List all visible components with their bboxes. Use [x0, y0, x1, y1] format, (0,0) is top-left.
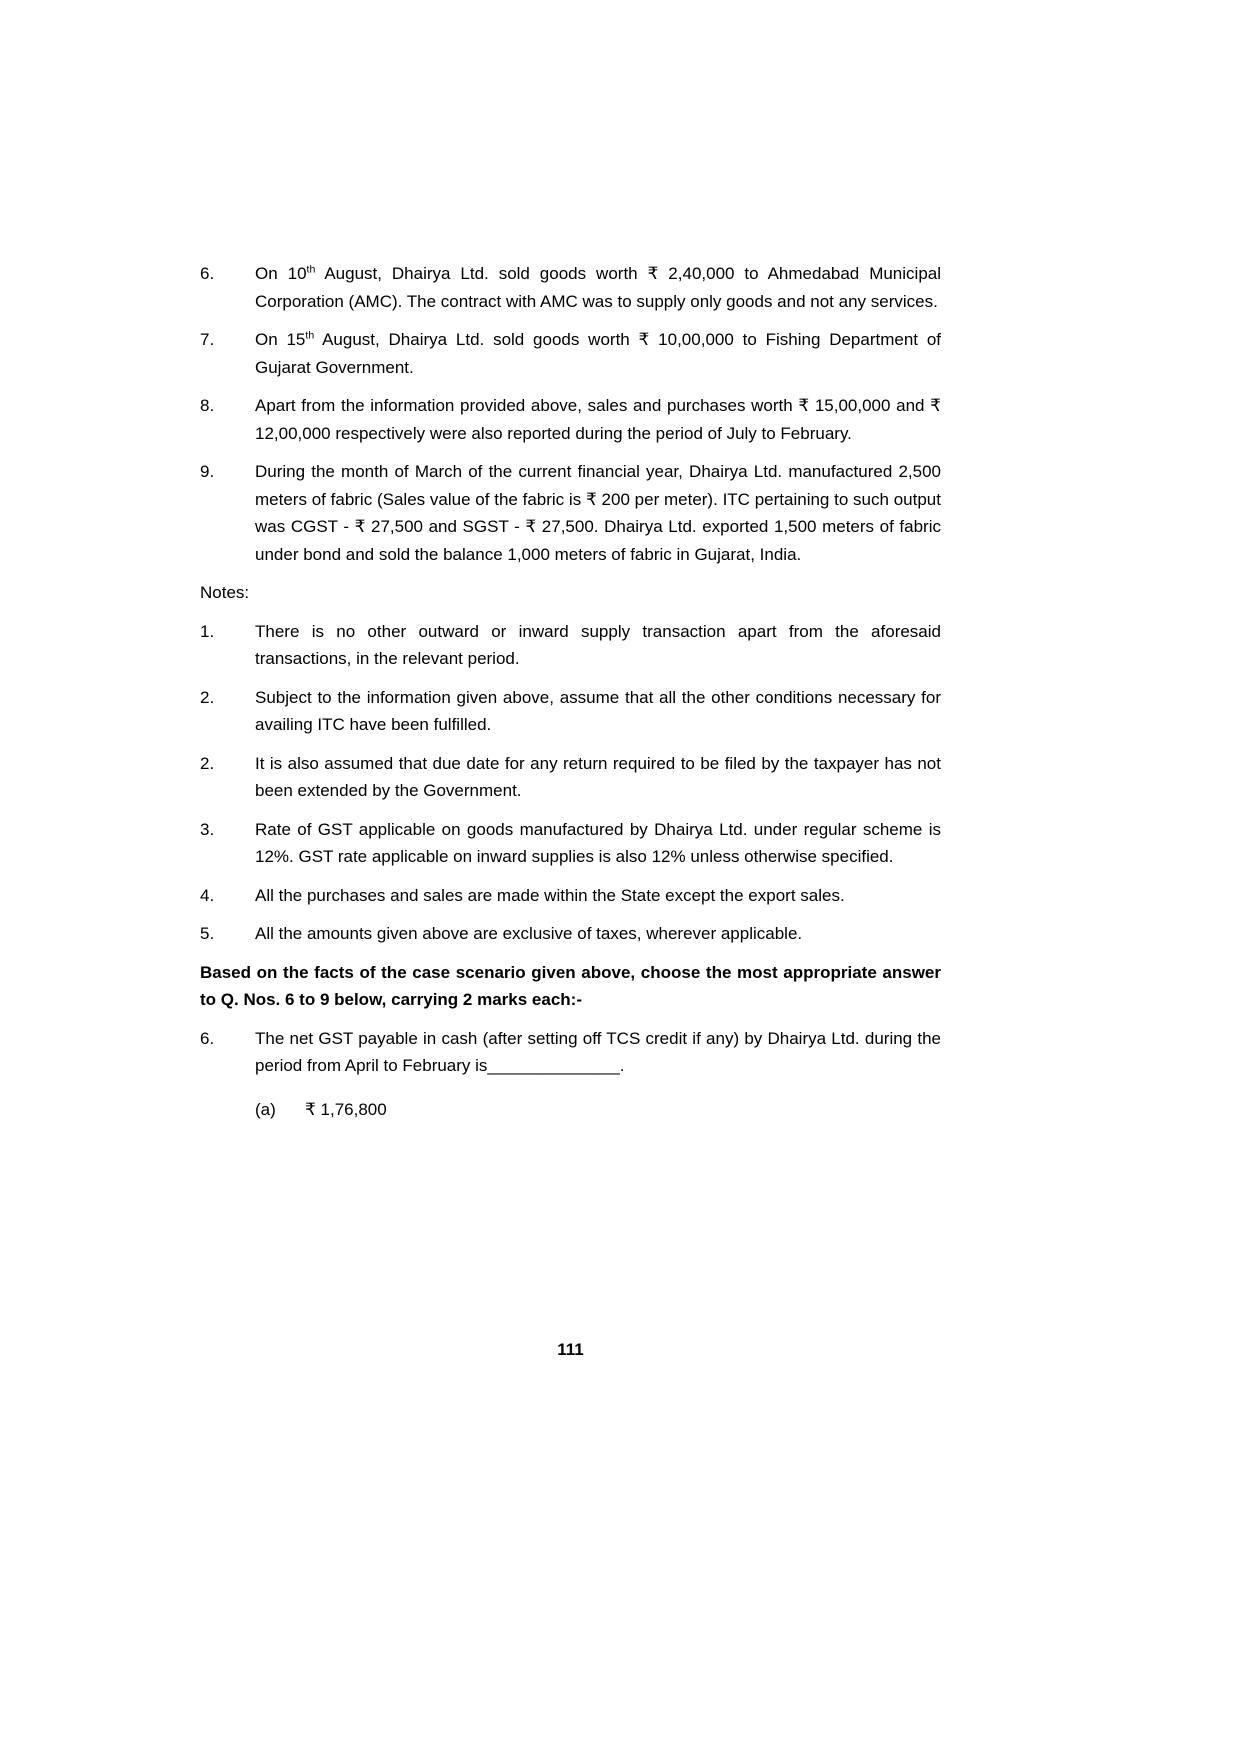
item-text: All the amounts given above are exclusive of taxes, wherever applicable.	[255, 924, 803, 943]
item-number: 2.	[200, 687, 215, 707]
item-number: 2.	[200, 753, 215, 773]
note-item	[200, 816, 941, 871]
item-text: All the purchases and sales are made within the State except the export sales.	[255, 885, 845, 905]
note-item	[200, 750, 941, 805]
ordinal-superscript: th	[306, 263, 316, 276]
page-content	[200, 260, 941, 1134]
item-text: Rate of GST applicable on goods manufactured by Dhairya Ltd. under regular scheme is 12%. GST rate applicable on inward supplies is also 12% unless otherwise specified.	[255, 819, 941, 866]
note-item	[200, 618, 941, 673]
item-number: 6.	[200, 264, 215, 283]
case-item	[200, 392, 941, 447]
page-number: 111	[557, 1340, 584, 1359]
item-number: 5.	[200, 924, 215, 943]
ordinal-superscript: th	[305, 329, 315, 342]
option-row	[255, 1096, 941, 1124]
question-text: The net GST payable in cash (after setting off TCS credit if any) by Dhairya Ltd. during the period from April to February is______________.	[255, 1028, 941, 1075]
item-number: 4.	[200, 885, 215, 905]
note-item	[200, 684, 941, 739]
note-item	[200, 920, 941, 948]
instruction-paragraph: Based on the facts of the case scenario given above, choose the most appropriate answer to Q. Nos. 6 to 9 below, carrying 2 marks each:-	[200, 962, 941, 1009]
item-text	[255, 326, 941, 381]
case-item	[200, 326, 941, 381]
item-number: 1.	[200, 621, 215, 641]
item-text-post: August, Dhairya Ltd. sold goods worth ₹ 2,40,000 to Ahmedabad Municipal Corporation (AMC). The contract with AMC was to supply only goods and not any services.	[255, 264, 942, 311]
case-item	[200, 458, 941, 568]
item-number: 6.	[200, 1028, 215, 1048]
item-text-pre: On 15	[255, 330, 306, 349]
option-label: (a)	[255, 1099, 276, 1119]
item-number: 3.	[200, 819, 215, 839]
item-text: It is also assumed that due date for any return required to be filed by the taxpayer has not been extended by the Government.	[255, 753, 941, 800]
item-text-pre: On 10	[255, 264, 307, 283]
option-value: ₹ 1,76,800	[305, 1099, 387, 1119]
case-item	[200, 260, 941, 315]
item-number: 7.	[200, 330, 215, 349]
item-text	[255, 260, 941, 315]
item-text: During the month of March of the current financial year, Dhairya Ltd. manufactured 2,500 meters of fabric (Sales value of the fabric is ₹ 200 per meter). ITC pertaining to such output was CGST - ₹ 27,500 and SGST - ₹ 27,500. Dhairya Ltd. exported 1,500 meters of fabric under bond and sold the balance 1,000 meters of fabric in Gujarat, India.	[255, 462, 941, 564]
note-item	[200, 882, 941, 910]
item-text: Apart from the information provided above, sales and purchases worth ₹ 15,00,000 and ₹ 12,00,000 respectively were also reported during the period of July to February.	[255, 396, 941, 443]
item-text: There is no other outward or inward supply transaction apart from the aforesaid transactions, in the relevant period.	[255, 621, 941, 668]
item-number: 8.	[200, 396, 215, 415]
notes-heading: Notes:	[200, 583, 250, 602]
question-item	[200, 1025, 941, 1080]
item-text-post: August, Dhairya Ltd. sold goods worth ₹ 10,00,000 to Fishing Department of Gujarat Government.	[255, 330, 942, 377]
item-number: 9.	[200, 462, 215, 481]
item-text: Subject to the information given above, assume that all the other conditions necessary for availing ITC have been fulfilled.	[255, 687, 941, 734]
